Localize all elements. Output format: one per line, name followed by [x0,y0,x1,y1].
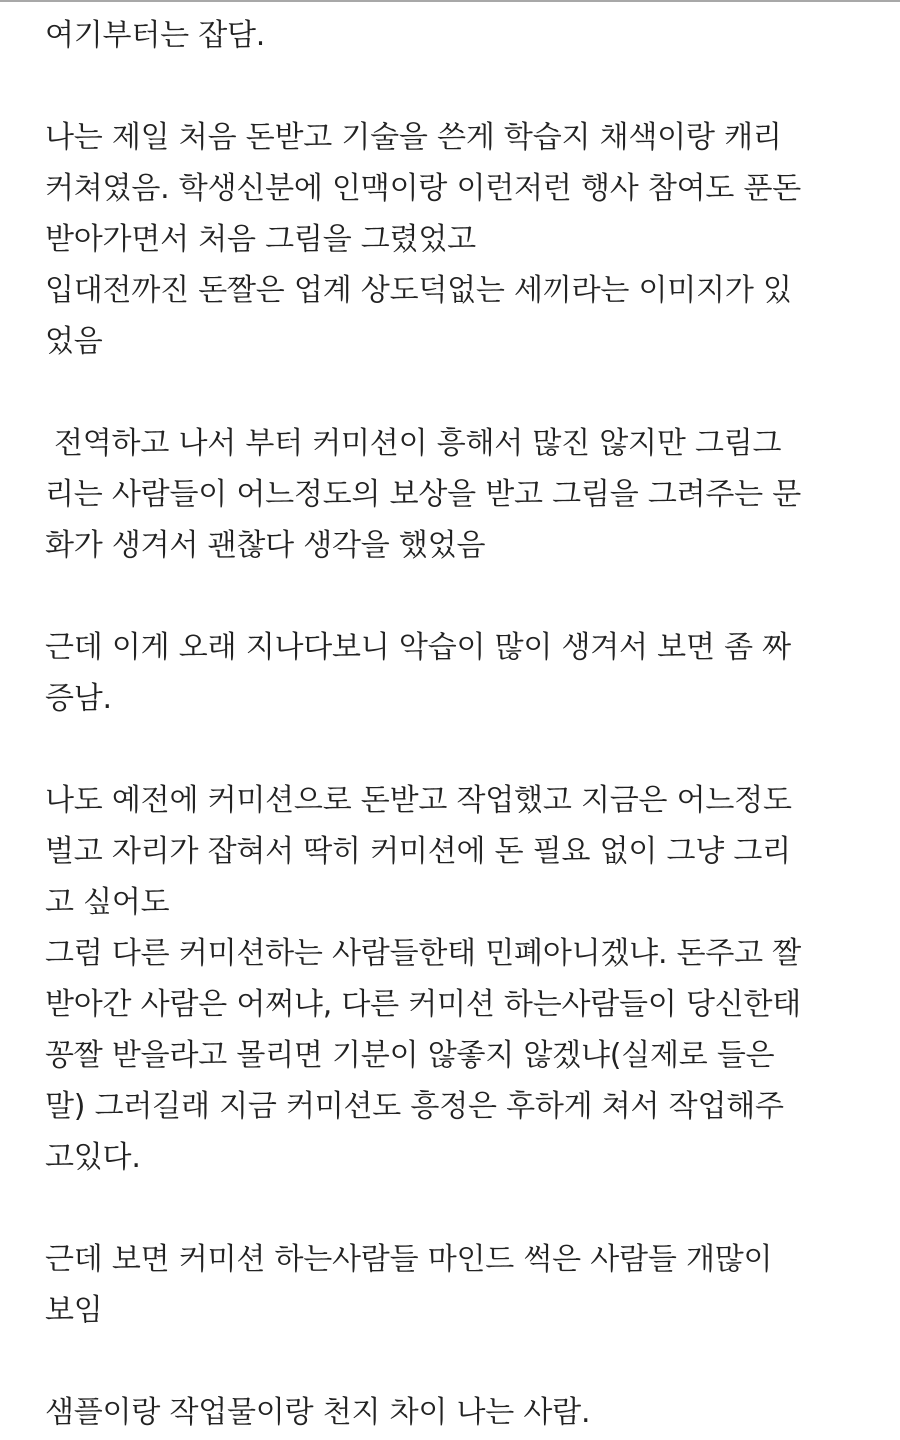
text-line: 그럼 다른 커미션하는 사람들한태 민폐아니겠냐. 돈주고 짤 [45,936,802,971]
text-line: 나는 제일 처음 돈받고 기술을 쓴게 학습지 채색이랑 캐리 [45,120,782,155]
text-line: 받아가면서 처음 그림을 그렸었고 [45,222,476,257]
blank-line [45,1336,865,1387]
text-line: 고 싶어도 [45,885,170,920]
text-line: 증남. [45,681,112,716]
text-line: 었음 [45,324,103,359]
text-line: 벌고 자리가 잡혀서 딱히 커미션에 돈 필요 없이 그냥 그리 [45,834,791,869]
text-line: 고있다. [45,1140,141,1175]
text-line: 전역하고 나서 부터 커미션이 흥해서 많진 않지만 그림그 [54,426,782,461]
top-divider [0,0,900,2]
text-line: 리는 사람들이 어느정도의 보상을 받고 그림을 그려주는 문 [45,477,802,512]
text-line: 나도 예전에 커미션으로 돈받고 작업했고 지금은 어느정도 [45,783,792,818]
text-line: 근데 이게 오래 지나다보니 악습이 많이 생겨서 보면 좀 짜 [45,630,791,665]
text-line: 커쳐였음. 학생신분에 인맥이랑 이런저런 행사 참여도 푼돈 [45,171,802,206]
blank-line [45,61,865,112]
text-line: 여기부터는 잡담. [45,18,266,53]
text-line: 근데 보면 커미션 하는사람들 마인드 썩은 사람들 개많이 [45,1242,773,1277]
text-line: 보임 [45,1293,103,1328]
post-body [45,10,865,1438]
blank-line [45,724,865,775]
blank-line [45,367,865,418]
blank-line [45,1183,865,1234]
text-line: 꽁짤 받을라고 몰리면 기분이 않좋지 않겠냐(실제로 들은 [45,1038,775,1073]
text-line: 받아간 사람은 어쩌냐, 다른 커미션 하는사람들이 당신한태 [45,987,802,1022]
blank-line [45,571,865,622]
text-line: 말) 그러길래 지금 커미션도 흥정은 후하게 쳐서 작업해주 [45,1089,784,1124]
text-line: 입대전까진 돈짤은 업계 상도덕없는 세끼라는 이미지가 있 [45,273,792,308]
text-line: 샘플이랑 작업물이랑 천지 차이 나는 사람. [45,1395,591,1430]
text-line: 화가 생겨서 괜찮다 생각을 했었음 [45,528,486,563]
